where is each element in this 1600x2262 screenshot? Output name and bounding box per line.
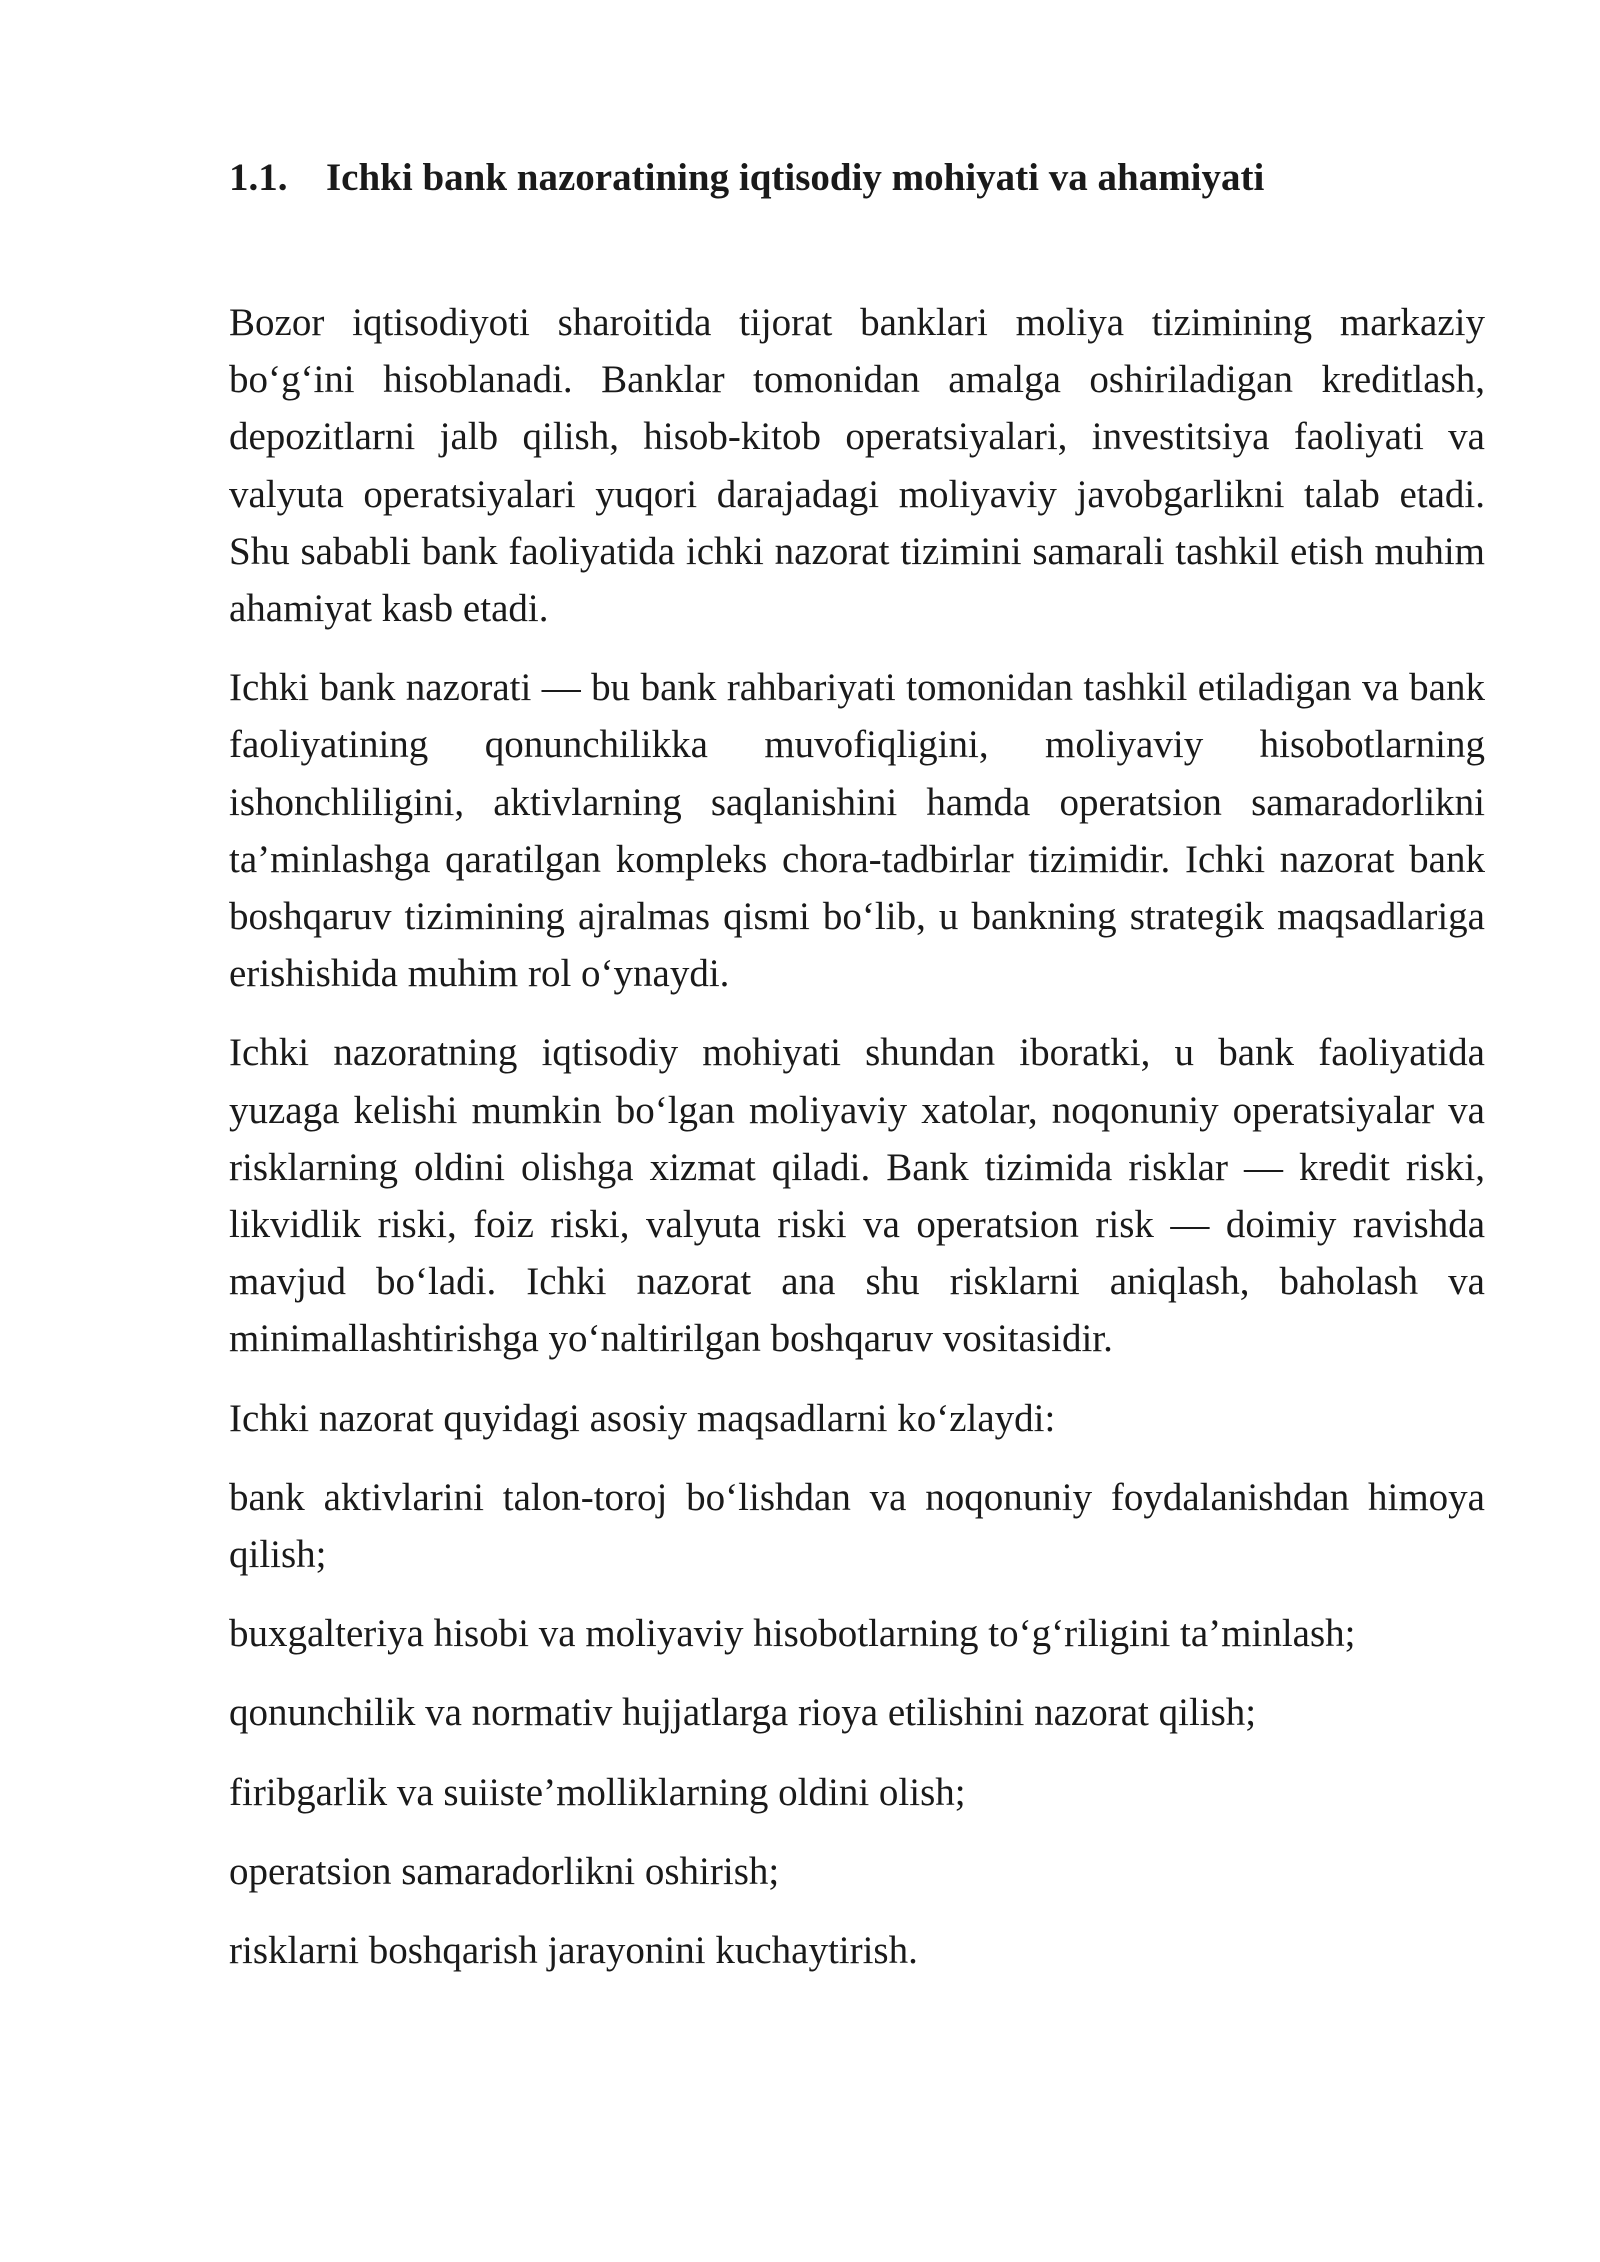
list-item: buxgalteriya hisobi va moliyaviy hisobotlarning to‘g‘riligini ta’minlash;	[229, 1612, 1356, 1656]
body-text	[229, 294, 1485, 1979]
section-heading	[229, 152, 1485, 204]
list-item: risklarni boshqarish jarayonini kuchaytirish.	[229, 1929, 918, 1973]
goals-list	[229, 1469, 1485, 1979]
paragraph-intro: Bozor iqtisodiyoti sharoitida tijorat banklari moliya tizimining markaziy bo‘g‘ini hisoblanadi. Banklar tomonidan amalga oshiriladigan kreditlash, depozitlarni jalb qilish, hisob-kitob operatsiyalari, investitsiya faoliyati va valyuta operatsiyalari yuqori darajadagi moliyaviy javobgarlikni talab etadi. Shu sababli bank faoliyatida ichki nazorat tizimini samarali tashkil etish muhim ahamiyat kasb etadi.	[229, 301, 1485, 631]
paragraph-essence: Ichki nazoratning iqtisodiy mohiyati shundan iboratki, u bank faoliyatida yuzaga kelishi mumkin bo‘lgan moliyaviy xatolar, noqonuniy operatsiyalar va risklarning oldini olishga xizmat qiladi. Bank tizimida risklar — kredit riski, likvidlik riski, foiz riski, valyuta riski va operatsion risk — doimiy ravishda mavjud bo‘ladi. Ichki nazorat ana shu risklarni aniqlash, baholash va minimallashtirishga yo‘naltirilgan boshqaruv vositasidir.	[229, 1031, 1485, 1361]
page-content	[229, 152, 1485, 2001]
section-number: 1.1.	[229, 156, 288, 199]
paragraph-definition: Ichki bank nazorati — bu bank rahbariyati tomonidan tashkil etiladigan va bank faoliyatining qonunchilikka muvofiqligini, moliyaviy hisobotlarning ishonchliligini, aktivlarning saqlanishini hamda operatsion samaradorlikni ta’minlashga qaratilgan kompleks chora-tadbirlar tizimidir. Ichki nazorat bank boshqaruv tizimining ajralmas qismi bo‘lib, u bankning strategik maqsadlariga erishishida muhim rol o‘ynaydi.	[229, 666, 1485, 996]
list-item: firibgarlik va suiiste’molliklarning oldini olish;	[229, 1770, 966, 1814]
list-item: qonunchilik va normativ hujjatlarga rioya etilishini nazorat qilish;	[229, 1691, 1257, 1735]
section-title: Ichki bank nazoratining iqtisodiy mohiyati va ahamiyati	[326, 156, 1265, 199]
paragraph-goals-intro: Ichki nazorat quyidagi asosiy maqsadlarni ko‘zlaydi:	[229, 1396, 1056, 1440]
list-item: operatsion samaradorlikni oshirish;	[229, 1849, 780, 1893]
list-item: bank aktivlarini talon-toroj bo‘lishdan va noqonuniy foydalanishdan himoya qilish;	[229, 1475, 1485, 1577]
